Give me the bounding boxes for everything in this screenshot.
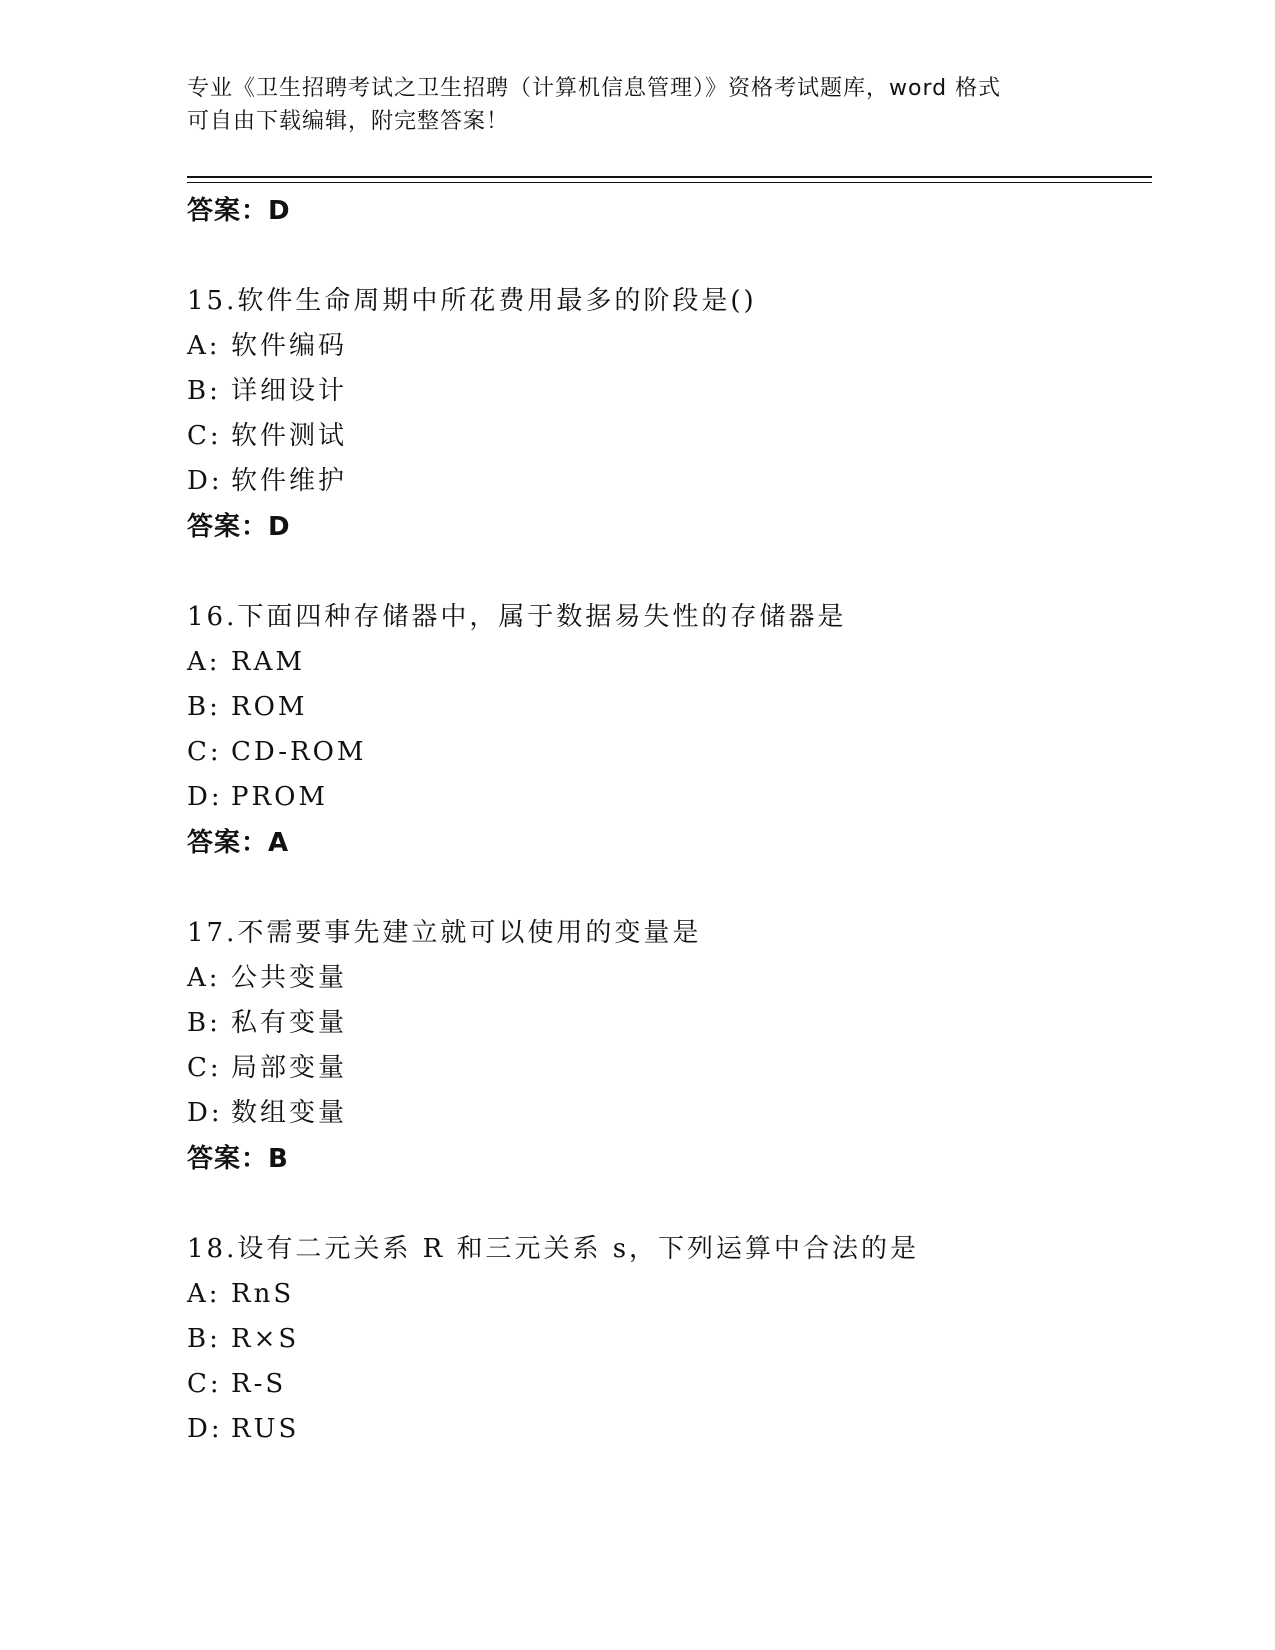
option-text: 公共变量 [231, 963, 348, 993]
option-letter: D: [187, 1098, 223, 1128]
option-letter: D: [187, 466, 223, 496]
option-text: 私有变量 [231, 1008, 348, 1038]
option-letter: C: [187, 737, 222, 767]
option-text: 软件测试 [231, 421, 348, 451]
option-text: ROM [231, 692, 308, 722]
question-18 [187, 1226, 1147, 1452]
answer: 答案：D [187, 512, 291, 542]
option-letter: C: [187, 1053, 222, 1083]
option-letter: A: [187, 1279, 221, 1309]
question-text: 15.软件生命周期中所花费用最多的阶段是() [187, 286, 757, 316]
option-c [187, 730, 1147, 775]
option-a [187, 324, 1147, 369]
answer: 答案：B [187, 1144, 289, 1174]
header-divider-thin [187, 182, 1152, 183]
question-text: 17.不需要事先建立就可以使用的变量是 [187, 918, 702, 948]
option-text: R-S [231, 1369, 287, 1399]
option-a [187, 640, 1147, 685]
option-letter: B: [187, 1324, 221, 1354]
option-b [187, 1001, 1147, 1046]
option-d [187, 1407, 1147, 1452]
header-line-2: 可自由下载编辑，附完整答案！ [187, 109, 510, 134]
document-header [187, 72, 1067, 138]
option-c [187, 414, 1147, 459]
option-letter: A: [187, 647, 221, 677]
question-text: 16.下面四种存储器中，属于数据易失性的存储器是 [187, 602, 847, 632]
option-letter: D: [187, 1414, 223, 1444]
option-text: RAM [231, 647, 305, 677]
option-text: 软件编码 [231, 331, 348, 361]
option-letter: B: [187, 692, 221, 722]
option-letter: A: [187, 331, 221, 361]
question-text: 18.设有二元关系 R 和三元关系 s，下列运算中合法的是 [187, 1234, 920, 1264]
question-15 [187, 278, 1147, 550]
question-16 [187, 594, 1147, 866]
option-d [187, 775, 1147, 820]
option-c [187, 1362, 1147, 1407]
option-d [187, 1091, 1147, 1136]
option-text: PROM [231, 782, 329, 812]
option-text: 详细设计 [231, 376, 348, 406]
option-b [187, 685, 1147, 730]
previous-answer: 答案：D [187, 196, 291, 226]
question-17 [187, 910, 1147, 1182]
option-d [187, 459, 1147, 504]
header-line-1: 专业《卫生招聘考试之卫生招聘（计算机信息管理）》资格考试题库，word 格式 [187, 76, 1002, 101]
option-text: RUS [231, 1414, 300, 1444]
option-text: 软件维护 [231, 466, 348, 496]
option-c [187, 1046, 1147, 1091]
option-text: 局部变量 [231, 1053, 348, 1083]
option-text: R×S [231, 1324, 300, 1354]
option-letter: A: [187, 963, 221, 993]
option-text: CD-ROM [231, 737, 367, 767]
option-letter: B: [187, 376, 221, 406]
header-divider-thick [187, 176, 1152, 178]
option-letter: C: [187, 421, 222, 451]
option-a [187, 1272, 1147, 1317]
option-letter: B: [187, 1008, 221, 1038]
option-b [187, 1317, 1147, 1362]
option-a [187, 956, 1147, 1001]
option-text: 数组变量 [231, 1098, 348, 1128]
answer: 答案：A [187, 828, 290, 858]
question-list [187, 188, 1147, 1496]
option-b [187, 369, 1147, 414]
option-text: RnS [231, 1279, 295, 1309]
option-letter: D: [187, 782, 223, 812]
option-letter: C: [187, 1369, 222, 1399]
